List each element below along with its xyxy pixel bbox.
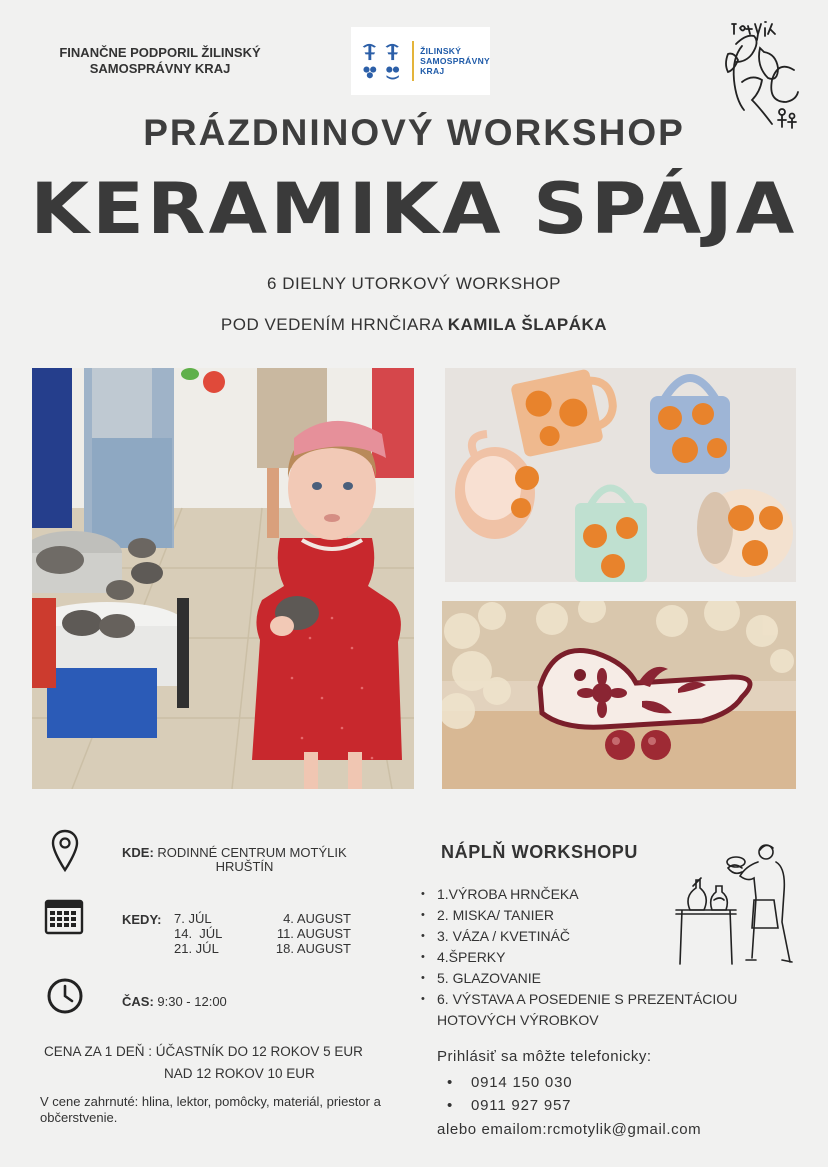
zsk-logo <box>351 27 490 95</box>
list-item: • 1.VÝROBA HRNČEKA <box>419 884 799 905</box>
photo-ceramic-mugs <box>445 368 796 582</box>
funder-text <box>40 45 280 77</box>
date-item: 14. JÚL <box>174 926 223 941</box>
workshop-format: 6 DIELNY UTORKOVÝ WORKSHOP <box>267 274 561 293</box>
date-item: 7. JÚL <box>174 911 212 926</box>
included-items: V cene zahrnuté: hlina, lektor, pomôcky, materiál, priestor a občerstvenie. <box>40 1094 381 1125</box>
email-contact[interactable]: alebo emailom:rcmotylik@gmail.com <box>437 1121 702 1138</box>
logo-divider <box>412 41 414 81</box>
instructor-prefix: POD VEDENÍM HRNČIARA <box>220 315 448 334</box>
location-pin-icon <box>50 828 80 874</box>
dates-july <box>174 911 222 956</box>
phone-number[interactable]: 0911 927 957 <box>471 1097 572 1114</box>
dates-label: KEDY: <box>122 912 162 927</box>
phone-item: • 0914 150 030 <box>447 1074 573 1091</box>
list-item: • 4.ŠPERKY <box>419 947 799 968</box>
potter-illustration <box>672 838 802 968</box>
workshop-title: KERAMIKA SPÁJA <box>30 168 798 250</box>
photo-child-with-clay <box>32 368 414 789</box>
location-info <box>122 846 372 874</box>
photo-ceramic-bird <box>442 601 796 789</box>
funder-line-1: FINANČNE PODPORIL ŽILINSKÝ <box>59 45 261 60</box>
zsk-logo-text <box>420 46 490 76</box>
location-value: RODINNÉ CENTRUM MOTÝLIK <box>153 845 347 860</box>
logo-text-line-1: ŽILINSKÝ <box>420 46 462 56</box>
date-item: 18. AUGUST <box>275 941 351 956</box>
date-item: 4. AUGUST <box>283 911 351 926</box>
location-town: HRUŠTÍN <box>215 859 274 874</box>
location-label: KDE: <box>122 845 154 860</box>
content-title: NÁPLŇ WORKSHOPU <box>441 842 638 862</box>
funder-line-2: SAMOSPRÁVNY KRAJ <box>89 61 231 76</box>
workshop-subtitle: PRÁZDNINOVÝ WORKSHOP <box>143 112 685 153</box>
dates-august <box>263 911 351 956</box>
phone-number[interactable]: 0914 150 030 <box>471 1074 573 1091</box>
time-info <box>122 994 227 1009</box>
logo-text-line-3: KRAJ <box>420 66 445 76</box>
zsk-emblem-icon <box>357 34 412 88</box>
time-label: ČAS: <box>122 994 154 1009</box>
workshop-instructor <box>0 315 828 335</box>
price-line-2: NAD 12 ROKOV 10 EUR <box>164 1066 315 1081</box>
list-item: • 6. VÝSTAVA A POSEDENIE S PREZENTÁCIOU HOTOVÝCH VÝROBKOV <box>419 989 799 1031</box>
phone-item: • 0911 927 957 <box>447 1097 572 1114</box>
date-item: 21. JÚL <box>174 941 219 956</box>
calendar-icon <box>44 897 84 935</box>
date-item: 11. AUGUST <box>276 926 351 941</box>
instructor-name: KAMILA ŠLAPÁKA <box>447 315 608 334</box>
signup-intro: Prihlásiť sa môžte telefonicky: <box>437 1048 652 1065</box>
time-value: 9:30 - 12:00 <box>153 994 227 1009</box>
list-item: • 5. GLAZOVANIE <box>419 968 799 989</box>
clock-icon <box>46 977 84 1015</box>
logo-text-line-2: SAMOSPRÁVNY <box>420 56 490 66</box>
phone-list <box>447 1071 572 1117</box>
price-line-1: CENA ZA 1 DEŇ : ÚČASTNÍK DO 12 ROKOV 5 EUR <box>44 1044 363 1059</box>
list-item: • 3. VÁZA / KVETINÁČ <box>419 926 799 947</box>
list-item: • 2. MISKA/ TANIER <box>419 905 799 926</box>
